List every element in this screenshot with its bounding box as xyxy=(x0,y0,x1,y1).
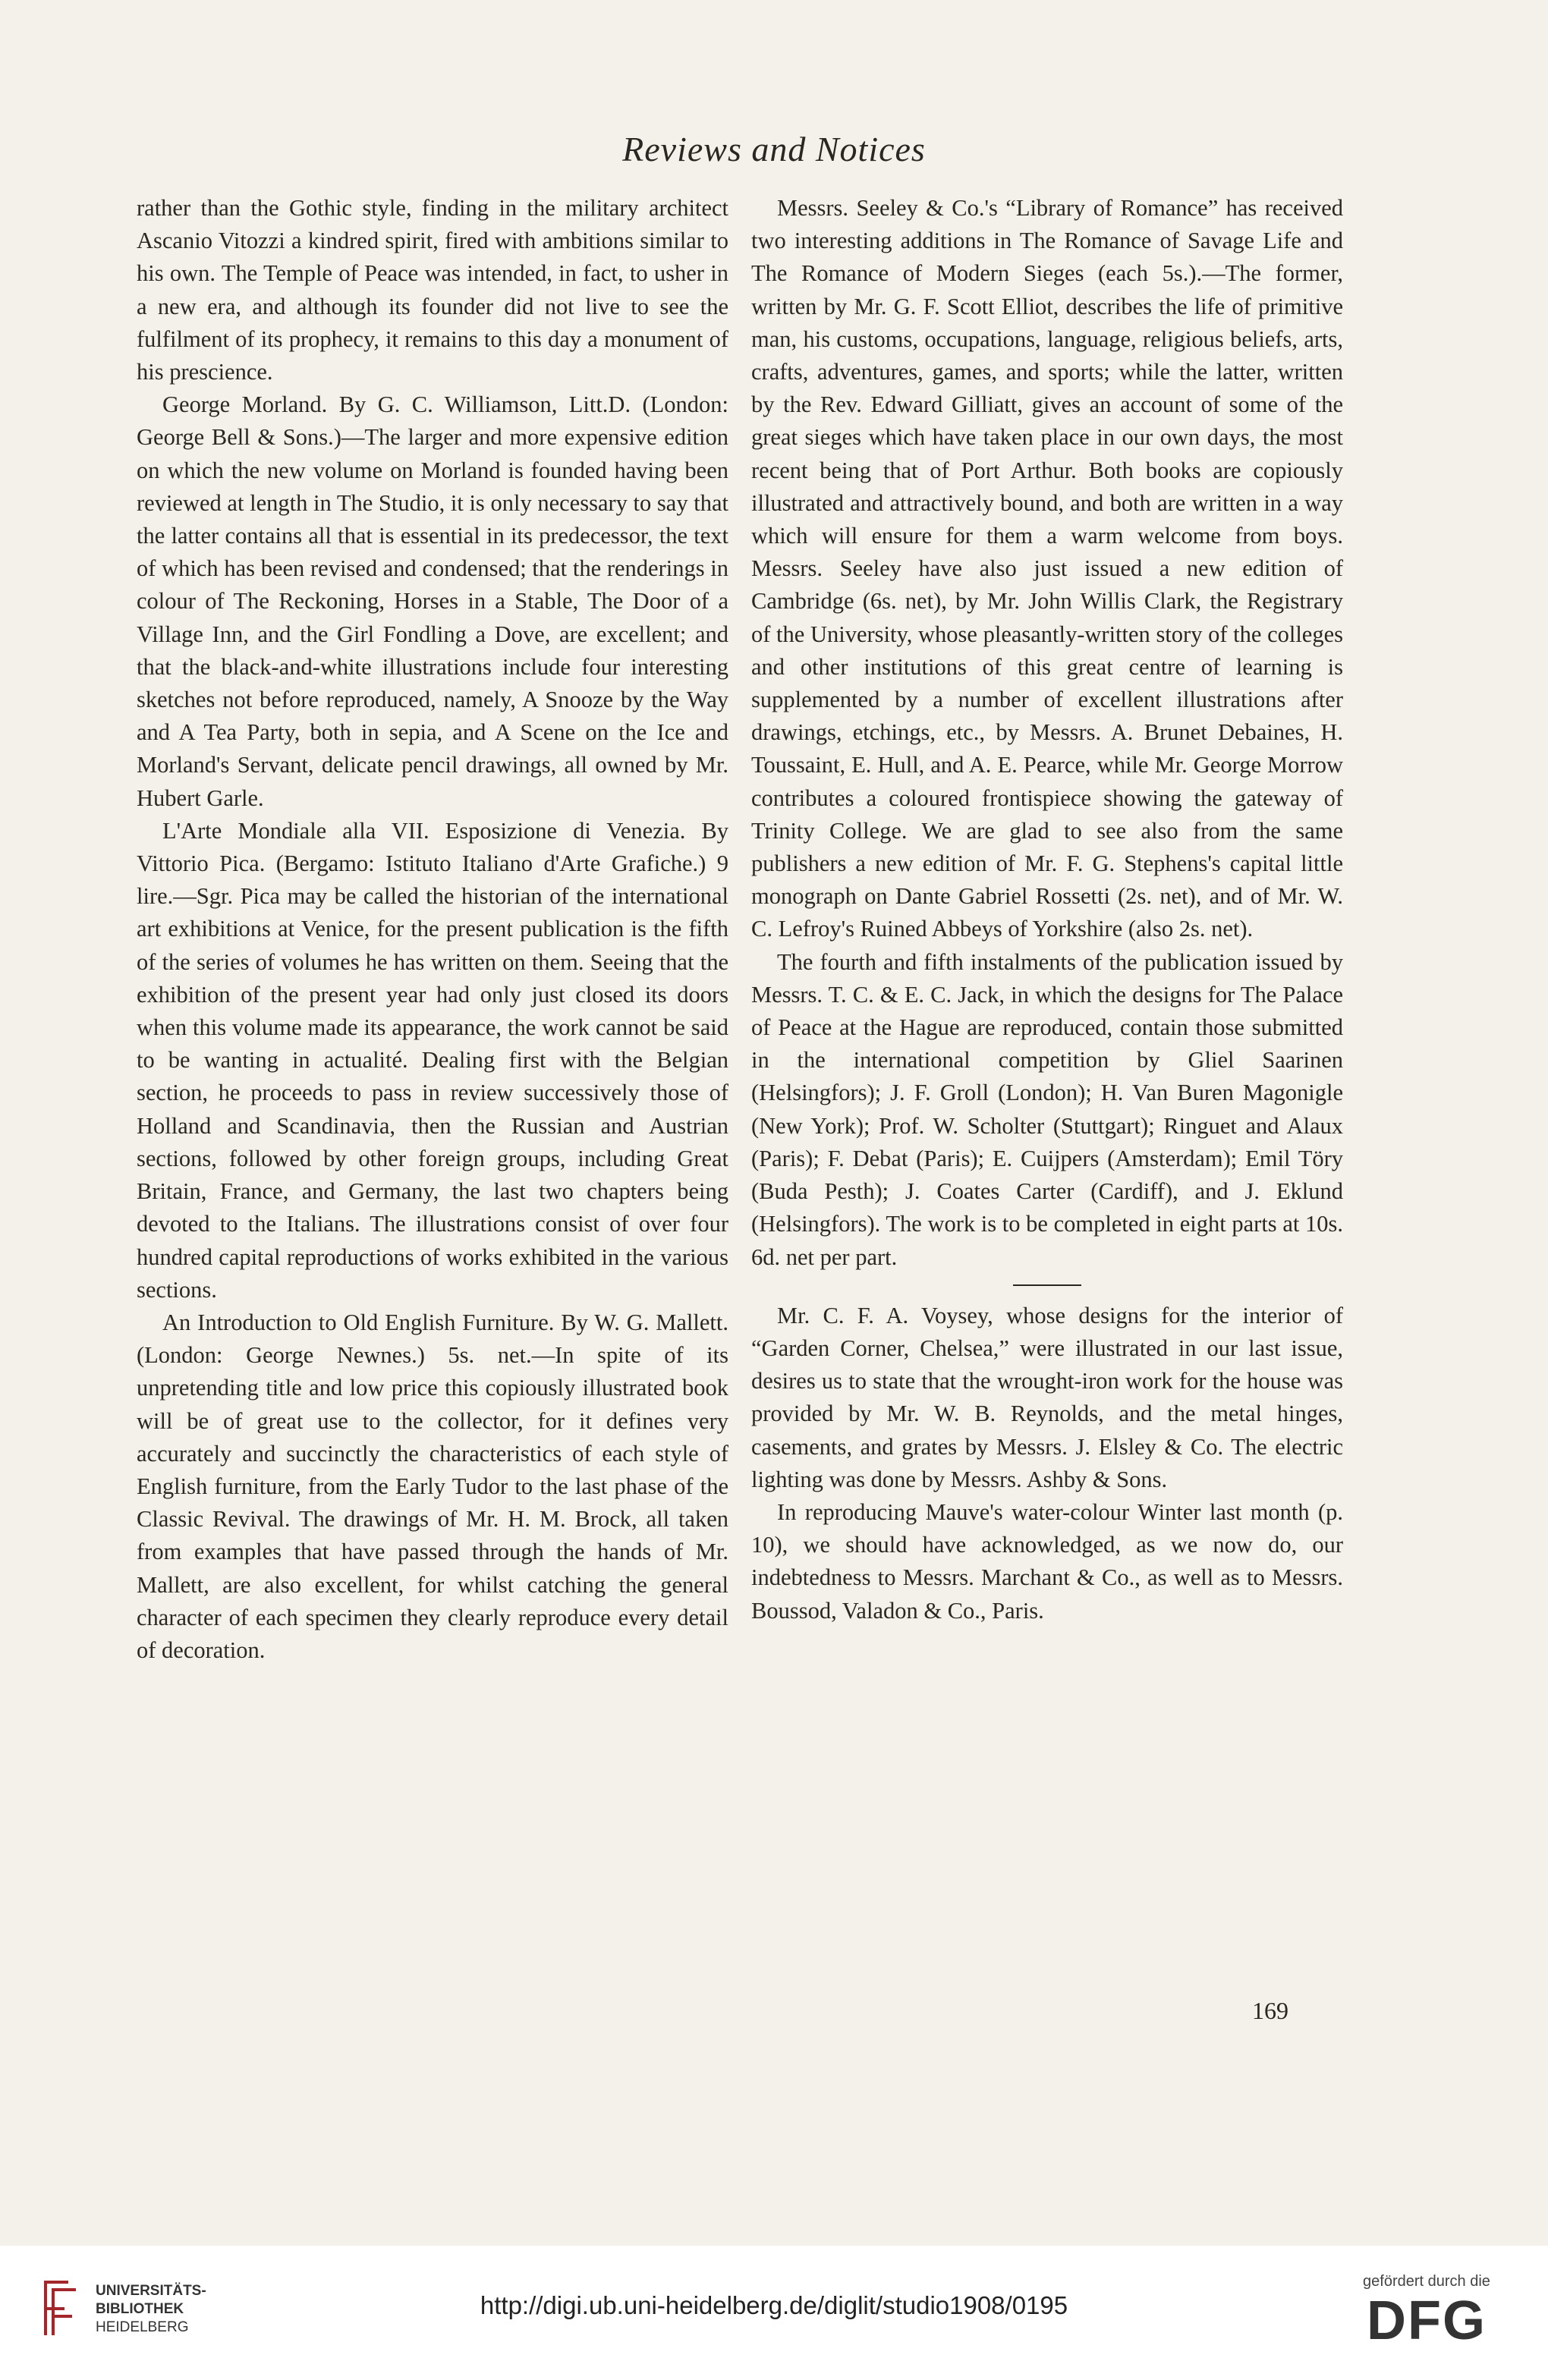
review-george-morland: George Morland. By G. C. Williamson, Litt.D. (London: George Bell & Sons.)—The larger and more expensive edition on which the new volume on Morland is founded having been reviewed at length in The Studio, it is only necessary to say that the latter contains all that is essential in its predecessor, the text of which has been revised and condensed; that the renderings in colour of The Reckoning, Horses in a Stable, The Door of a Village Inn, and the Girl Fondling a Dove, are excellent; and that the black-and-white illustrations include four interesting sketches not before reproduced, namely, A Snooze by the Way and A Tea Party, both in sepia, and A Scene on the Ice and Morland's Servant, delicate pencil drawings, all owned by Mr. Hubert Garle. xyxy=(137,391,728,811)
funding-label: gefördert durch die xyxy=(1363,2273,1490,2290)
funding-logo xyxy=(1328,2273,1525,2351)
right-column xyxy=(751,192,1343,1627)
library-name-line3: HEIDELBERG xyxy=(96,2319,189,2335)
library-name-line2: BIBLIOTHEK xyxy=(96,2301,184,2317)
notice-palace-of-peace: The fourth and fifth instalments of the publication issued by Messrs. T. C. & E. C. Jack, in which the designs for The Palace of Peace at the Hague are reproduced, contain those submitted in the international competition by Gliel Saarinen (Helsingfors); J. F. Groll (London); H. Van Buren Magonigle (New York); Prof. W. Scholter (Stuttgart); Ringuet and Alaux (Paris); F. Debat (Paris); E. Cuijpers (Amsterdam); Emil Töry (Buda Pesth); J. Coates Carter (Cardiff), and J. Eklund (Helsingfors). The work is to be completed in eight parts at 10s. 6d. net per part. xyxy=(751,948,1343,1270)
running-header: Reviews and Notices xyxy=(622,130,926,168)
library-name-line1: UNIVERSITÄTS- xyxy=(96,2283,206,2299)
dfg-logo: DFG xyxy=(1367,2290,1487,2351)
paragraph: rather than the Gothic style, finding in the military architect Ascanio Vitozzi a kindred spirit, fired with ambitions similar to his own. The Temple of Peace was intended, in fact, to usher in a new era, and although its founder did not live to see the fulfilment of its prophecy, it remains to this day a monument of his prescience. xyxy=(137,195,728,385)
page-number: 169 xyxy=(1252,1997,1288,2024)
left-column xyxy=(137,192,728,1667)
section-divider xyxy=(1013,1284,1081,1286)
notice-mauve: In reproducing Mauve's water-colour Winter last month (p. 10), we should have acknowledged, as we now do, our indebtedness to Messrs. Marchant & Co., as well as to Messrs. Boussod, Valadon & Co., Paris. xyxy=(751,1498,1343,1624)
notice-seeley: Messrs. Seeley & Co.'s “Library of Romance” has received two interesting additions in The Romance of Savage Life and The Romance of Modern Sieges (each 5s.).—The former, written by Mr. G. F. Scott Elliot, describes the life of primitive man, his customs, occupations, language, religious beliefs, arts, crafts, adventures, games, and sports; while the latter, written by the Rev. Edward Gilliatt, gives an account of some of the great sieges which have taken place in our own days, the most recent being that of Port Arthur. Both books are copiously illustrated and attractively bound, and both are written in a way which will ensure for them a warm welcome from boys. Messrs. Seeley have also just issued a new edition of Cambridge (6s. net), by Mr. John Willis Clark, the Registrary of the University, whose pleasantly-written story of the colleges and other institutions of this great centre of learning is supplemented by a number of excellent illustrations after drawings, etchings, etc., by Messrs. A. Brunet Debaines, H. Toussaint, E. Hull, and A. E. Pearce, while Mr. George Morrow contributes a coloured frontispiece showing the gateway of Trinity College. We are glad to see also from the same publishers a new edition of Mr. F. G. Stephens's capital little monograph on Dante Gabriel Rossetti (2s. net), and of Mr. W. C. Lefroy's Ruined Abbeys of Yorkshire (also 2s. net). xyxy=(751,195,1343,942)
review-old-english-furniture: An Introduction to Old English Furniture. By W. G. Mallett. (London: George Newnes.) 5s. net.—In spite of its unpretending title and low price this copiously illustrated book will be of great use to the collector, for it defines very accurately and succinctly the characteristics of each style of English furniture, from the Early Tudor to the last phase of the Classic Revival. The drawings of Mr. H. M. Brock, all taken from examples that have passed through the hands of Mr. Mallett, are also excellent, for whilst catching the general character of each specimen they clearly reproduce every detail of decoration. xyxy=(137,1309,728,1663)
notice-voysey: Mr. C. F. A. Voysey, whose designs for the interior of “Garden Corner, Chelsea,” were illustrated in our last issue, desires us to state that the wrought-iron work for the house was provided by Mr. W. B. Reynolds, and the metal hinges, casements, and grates by Messrs. J. Elsley & Co. The electric lighting was done by Messrs. Ashby & Sons. xyxy=(751,1302,1343,1492)
source-url[interactable]: http://digi.ub.uni-heidelberg.de/diglit/studio1908/0195 xyxy=(480,2291,1068,2319)
review-arte-mondiale: L'Arte Mondiale alla VII. Esposizione di Venezia. By Vittorio Pica. (Bergamo: Istituto Italiano d'Arte Grafiche.) 9 lire.—Sgr. Pica may be called the historian of the international art exhibitions at Venice, for the present publication is the fifth of the series of volumes he has written on them. Seeing that the exhibition of the present year had only just closed its doors when this volume made its appearance, the work cannot be said to be wanting in actualité. Dealing first with the Belgian section, he proceeds to pass in review successively those of Holland and Scandinavia, then the Russian and Austrian sections, followed by other foreign groups, including Great Britain, France, and Germany, the last two chapters being devoted to the Italians. The illustrations consist of over four hundred capital reproductions of works exhibited in the various sections. xyxy=(137,817,728,1303)
